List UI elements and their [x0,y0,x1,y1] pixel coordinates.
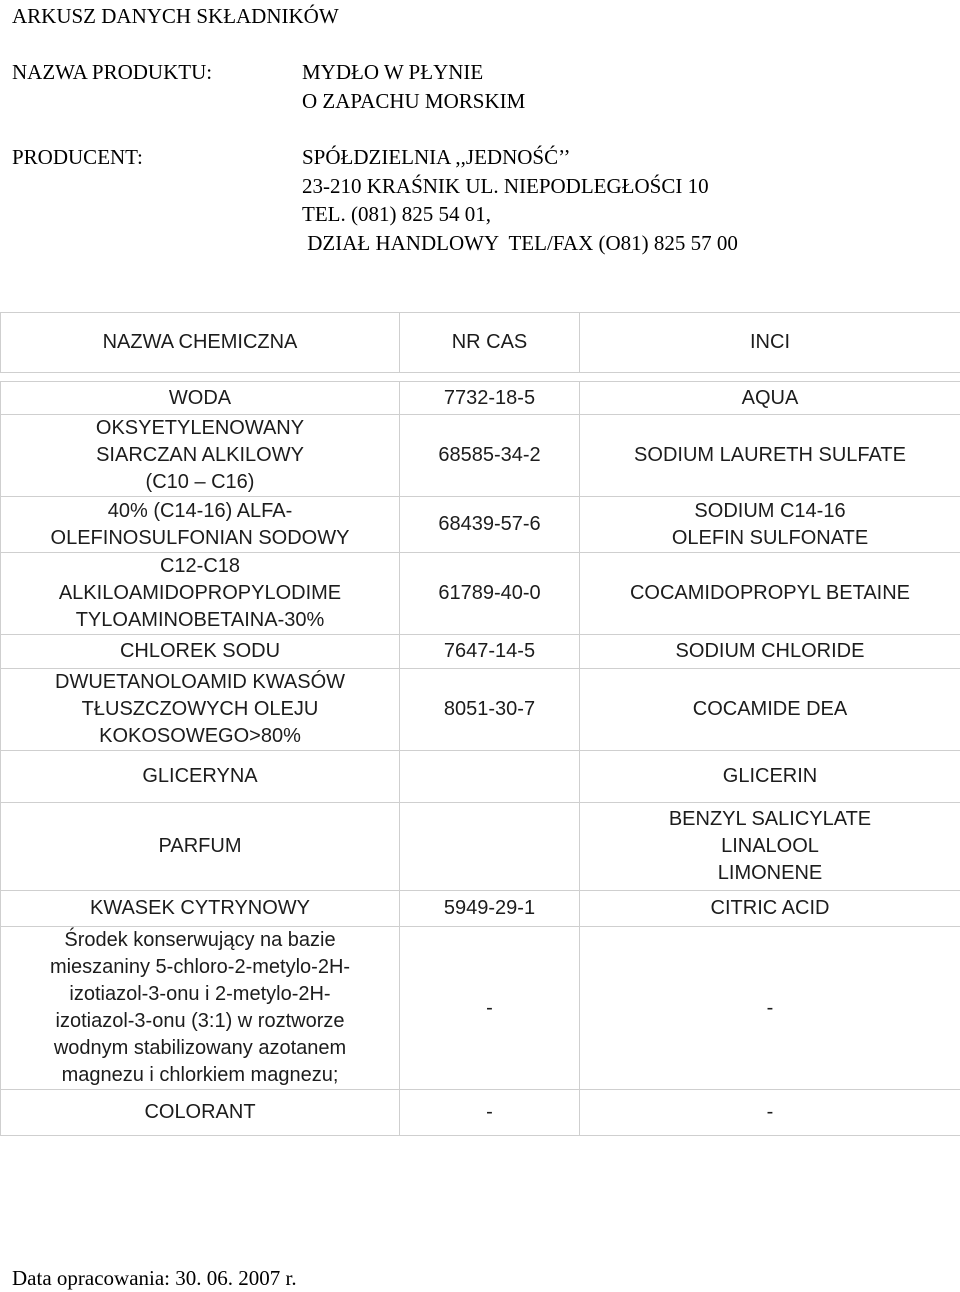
chemical-name-cell-line: (C10 – C16) [145,471,255,493]
chemical-name-cell-line: ALKILOAMIDOPROPYLODIME [58,582,342,604]
inci-cell [580,751,960,803]
cas-cell: - [400,927,580,1090]
inci-cell-line: SODIUM C14-16 [694,499,846,522]
chemical-name-cell-line: COLORANT [144,1101,256,1123]
table-row [1,891,960,927]
cas-cell: 8051-30-7 [400,669,580,751]
product-name-value [302,58,525,115]
inci-cell [580,497,960,553]
chemical-name-cell [1,751,400,803]
cas-cell: 5949-29-1 [400,891,580,927]
inci-cell [580,927,960,1090]
chemical-name-cell-line: wodnym stabilizowany azotanem [53,1037,347,1059]
inci-cell-line: GLICERIN [722,765,818,787]
cas-cell: - [400,1090,580,1136]
chemical-name-cell [1,927,400,1090]
table-row [1,415,960,497]
table-row [1,927,960,1090]
product-name-label: NAZWA PRODUKTU: [12,60,213,84]
chemical-name-cell [1,415,400,497]
chemical-name-cell [1,635,400,669]
cas-cell: 7732-18-5 [400,382,580,415]
producer-line: DZIAŁ HANDLOWY TEL/FAX (O81) 825 57 00 [302,230,738,255]
chemical-name-cell-line: magnezu i chlorkiem magnezu; [61,1064,339,1086]
inci-cell-line: COCAMIDE DEA [692,698,848,720]
product-name-line: MYDŁO W PŁYNIE [302,60,484,84]
header-chemical-name: NAZWA CHEMICZNA [1,313,400,373]
table-row [1,635,960,669]
chemical-name-cell [1,382,400,415]
chemical-name-cell-line: 40% (C14-16) ALFA- [107,499,293,522]
inci-cell [580,803,960,891]
ingredients-table [0,312,960,1136]
inci-cell-line: COCAMIDOPROPYL BETAINE [629,582,911,604]
table-spacer-row [1,373,960,382]
producer-line: TEL. (081) 825 54 01, [302,202,491,226]
inci-cell [580,553,960,635]
inci-cell-line: - [766,996,774,1019]
chemical-name-cell [1,1090,400,1136]
inci-cell-line: LINALOOL [721,835,819,857]
inci-cell-line: AQUA [741,386,799,409]
inci-cell-line: BENZYL SALICYLATE [668,808,872,830]
inci-cell [580,891,960,927]
chemical-name-cell-line: DWUETANOLOAMID KWASÓW [55,671,345,693]
cas-cell: 68439-57-6 [400,497,580,553]
table-header-row [1,313,960,373]
inci-cell-line: SODIUM CHLORIDE [675,640,865,662]
table-row [1,803,960,891]
chemical-name-cell-line: izotiazol-3-onu (3:1) w roztworze [55,1010,345,1032]
chemical-name-cell-line: SIARCZAN ALKILOWY [96,444,304,466]
producer-label: PRODUCENT: [12,145,143,169]
inci-cell [580,635,960,669]
table-row [1,669,960,751]
chemical-name-cell-line: mieszaniny 5-chloro-2-metylo-2H- [49,956,351,978]
inci-cell [580,1090,960,1136]
table-row [1,497,960,553]
chemical-name-cell-line: PARFUM [158,835,242,857]
chemical-name-cell [1,803,400,891]
inci-cell-line: LIMONENE [717,862,823,884]
chemical-name-cell-line: OKSYETYLENOWANY [95,417,305,439]
inci-cell [580,415,960,497]
inci-cell [580,382,960,415]
header-inci: INCI [580,313,960,373]
chemical-name-cell-line: CHLOREK SODU [119,640,281,662]
cas-cell [400,803,580,891]
inci-cell-line: SODIUM LAURETH SULFATE [634,444,906,466]
producer-value [302,143,738,257]
product-name-line: O ZAPACHU MORSKIM [302,88,526,113]
inci-cell-line: CITRIC ACID [710,897,830,919]
chemical-name-cell-line: OLEFINOSULFONIAN SODOWY [50,526,350,549]
cas-cell: 68585-34-2 [400,415,580,497]
inci-cell-line: OLEFIN SULFONATE [671,526,869,549]
chemical-name-cell [1,669,400,751]
chemical-name-cell-line: WODA [168,386,232,409]
document-title: ARKUSZ DANYCH SKŁADNIKÓW [12,4,339,28]
inci-cell [580,669,960,751]
chemical-name-cell-line: TYLOAMINOBETAINA-30% [75,609,325,631]
header-cas: NR CAS [400,313,580,373]
chemical-name-cell-line: TŁUSZCZOWYCH OLEJU [81,698,319,720]
cas-cell: 61789-40-0 [400,553,580,635]
inci-cell-line: - [766,1101,774,1123]
chemical-name-cell-line: KOKOSOWEGO>80% [99,725,301,747]
chemical-name-cell-line: Środek konserwujący na bazie [64,929,336,951]
producer-line: 23-210 KRAŚNIK UL. NIEPODLEGŁOŚCI 10 [302,173,709,198]
table-row [1,1090,960,1136]
chemical-name-cell [1,497,400,553]
chemical-name-cell-line: KWASEK CYTRYNOWY [89,897,311,919]
table-row [1,751,960,803]
chemical-name-cell-line: izotiazol-3-onu i 2-metylo-2H- [69,983,331,1005]
chemical-name-cell-line: C12-C18 [159,555,241,577]
chemical-name-cell [1,553,400,635]
table-row [1,553,960,635]
cas-cell: 7647-14-5 [400,635,580,669]
chemical-name-cell-line: GLICERYNA [142,765,258,787]
table-row [1,382,960,415]
cas-cell [400,751,580,803]
chemical-name-cell [1,891,400,927]
preparation-date: Data opracowania: 30. 06. 2007 r. [12,1266,297,1290]
producer-line: SPÓŁDZIELNIA ,,JEDNOŚĆ’’ [302,145,571,169]
